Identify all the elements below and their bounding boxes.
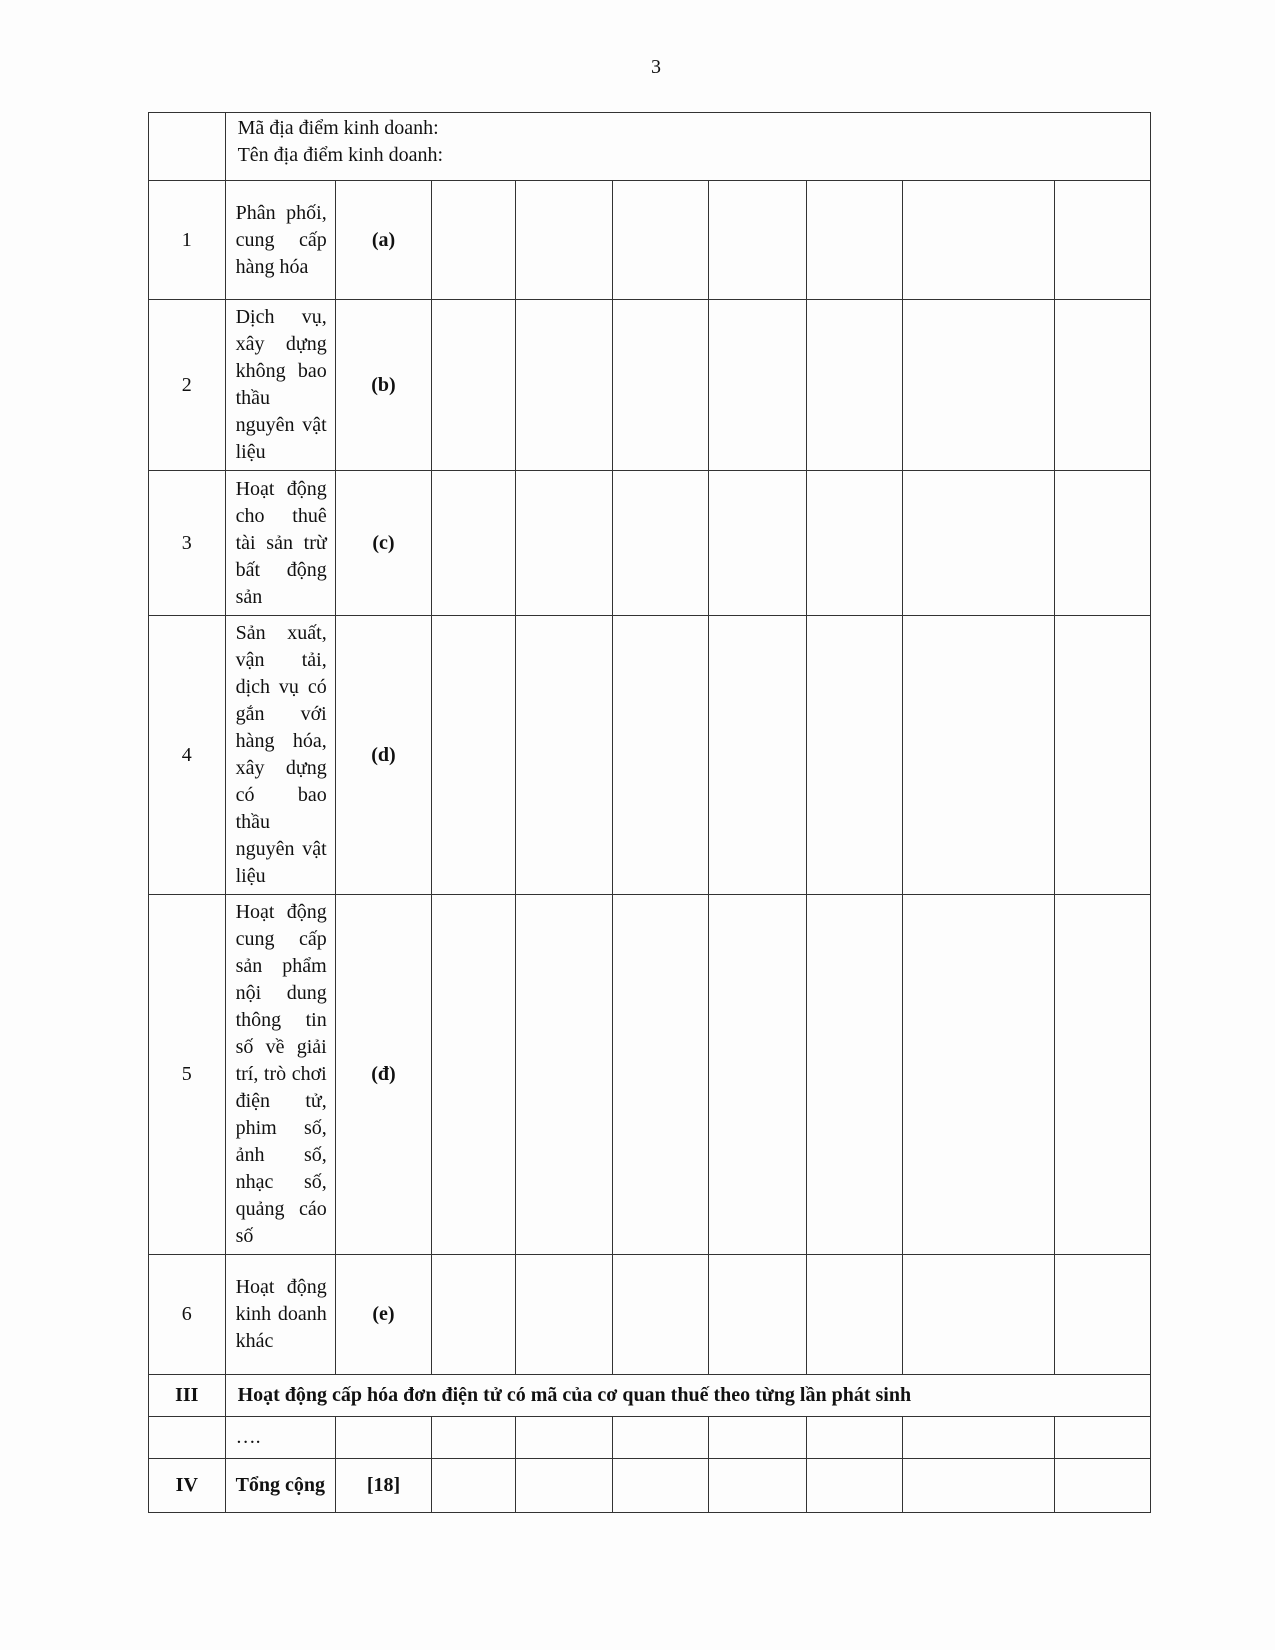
empty-cell [149,113,226,181]
location-code-label: Mã địa điểm kinh doanh: [237,117,439,139]
empty-cell [1055,1255,1151,1375]
empty-cell [709,1459,807,1513]
empty-cell [432,1255,516,1375]
total-label: Tổng cộng [225,1459,335,1513]
total-row [149,1459,1151,1513]
empty-cell [709,471,807,616]
empty-cell [709,1417,807,1459]
section-iv-number: IV [149,1459,226,1513]
table-row [149,616,1151,895]
table-row [149,1255,1151,1375]
placeholder-ellipsis: …. [225,1417,335,1459]
empty-cell [432,1417,516,1459]
empty-cell [432,895,516,1255]
row-description: Hoạt động cung cấp sản phẩm nội dung thông tin số về giải trí, trò chơi điện tử, phim số, ảnh số, nhạc số, quảng cáo số [225,895,335,1255]
empty-cell [516,300,613,471]
empty-cell [709,300,807,471]
empty-cell [516,181,613,300]
empty-cell [806,181,903,300]
empty-cell [1055,895,1151,1255]
empty-cell [612,895,709,1255]
empty-cell [903,471,1055,616]
empty-cell [432,300,516,471]
empty-cell [516,616,613,895]
row-description: Phân phối, cung cấp hàng hóa [225,181,335,300]
empty-cell [806,471,903,616]
row-number: 1 [149,181,226,300]
empty-cell [516,895,613,1255]
row-description: Dịch vụ, xây dựng không bao thầu nguyên vật liệu [225,300,335,471]
empty-cell [432,181,516,300]
section-iii-header-row [149,1375,1151,1417]
empty-cell [806,895,903,1255]
empty-cell [432,471,516,616]
empty-cell [806,1459,903,1513]
empty-cell [709,616,807,895]
row-number: 4 [149,616,226,895]
empty-cell [806,1255,903,1375]
empty-cell [612,1255,709,1375]
location-info-cell [225,113,1150,181]
empty-cell [516,1417,613,1459]
empty-cell [432,1459,516,1513]
row-code: (b) [335,300,432,471]
row-code: (a) [335,181,432,300]
location-name-label: Tên địa điểm kinh doanh: [237,144,444,166]
empty-cell [709,181,807,300]
empty-cell [806,300,903,471]
empty-cell [903,616,1055,895]
empty-cell [612,1417,709,1459]
location-header-row [149,113,1151,181]
empty-cell [1055,1417,1151,1459]
section-iii-number: III [149,1375,226,1417]
empty-cell [612,616,709,895]
row-description: Sản xuất, vận tải, dịch vụ có gắn với hàng hóa, xây dựng có bao thầu nguyên vật liệu [225,616,335,895]
empty-cell [1055,1459,1151,1513]
table-row [149,895,1151,1255]
empty-cell [1055,616,1151,895]
empty-cell [903,1255,1055,1375]
empty-cell [709,1255,807,1375]
empty-cell [612,1459,709,1513]
section-iii-entry-row [149,1417,1151,1459]
row-number: 3 [149,471,226,616]
table-row [149,471,1151,616]
tax-declaration-table [148,112,1151,1513]
empty-cell [432,616,516,895]
empty-cell [903,1417,1055,1459]
empty-cell [1055,181,1151,300]
empty-cell [806,616,903,895]
empty-cell [612,471,709,616]
empty-cell [903,895,1055,1255]
row-description: Hoạt động cho thuê tài sản trừ bất động sản [225,471,335,616]
empty-cell [612,181,709,300]
table-row [149,300,1151,471]
empty-cell [709,895,807,1255]
empty-cell [903,1459,1055,1513]
row-code: (đ) [335,895,432,1255]
row-number: 6 [149,1255,226,1375]
empty-cell [903,300,1055,471]
empty-cell [516,1459,613,1513]
row-description: Hoạt động kinh doanh khác [225,1255,335,1375]
total-code: [18] [335,1459,432,1513]
table-row [149,181,1151,300]
row-code: (d) [335,616,432,895]
empty-cell [806,1417,903,1459]
empty-cell [335,1417,432,1459]
empty-cell [1055,300,1151,471]
empty-cell [149,1417,226,1459]
row-number: 2 [149,300,226,471]
page-number: 3 [651,56,661,78]
row-number: 5 [149,895,226,1255]
empty-cell [1055,471,1151,616]
row-code: (c) [335,471,432,616]
empty-cell [612,300,709,471]
section-iii-title: Hoạt động cấp hóa đơn điện tử có mã của cơ quan thuế theo từng lần phát sinh [225,1375,1150,1417]
empty-cell [516,1255,613,1375]
empty-cell [516,471,613,616]
row-code: (e) [335,1255,432,1375]
empty-cell [903,181,1055,300]
